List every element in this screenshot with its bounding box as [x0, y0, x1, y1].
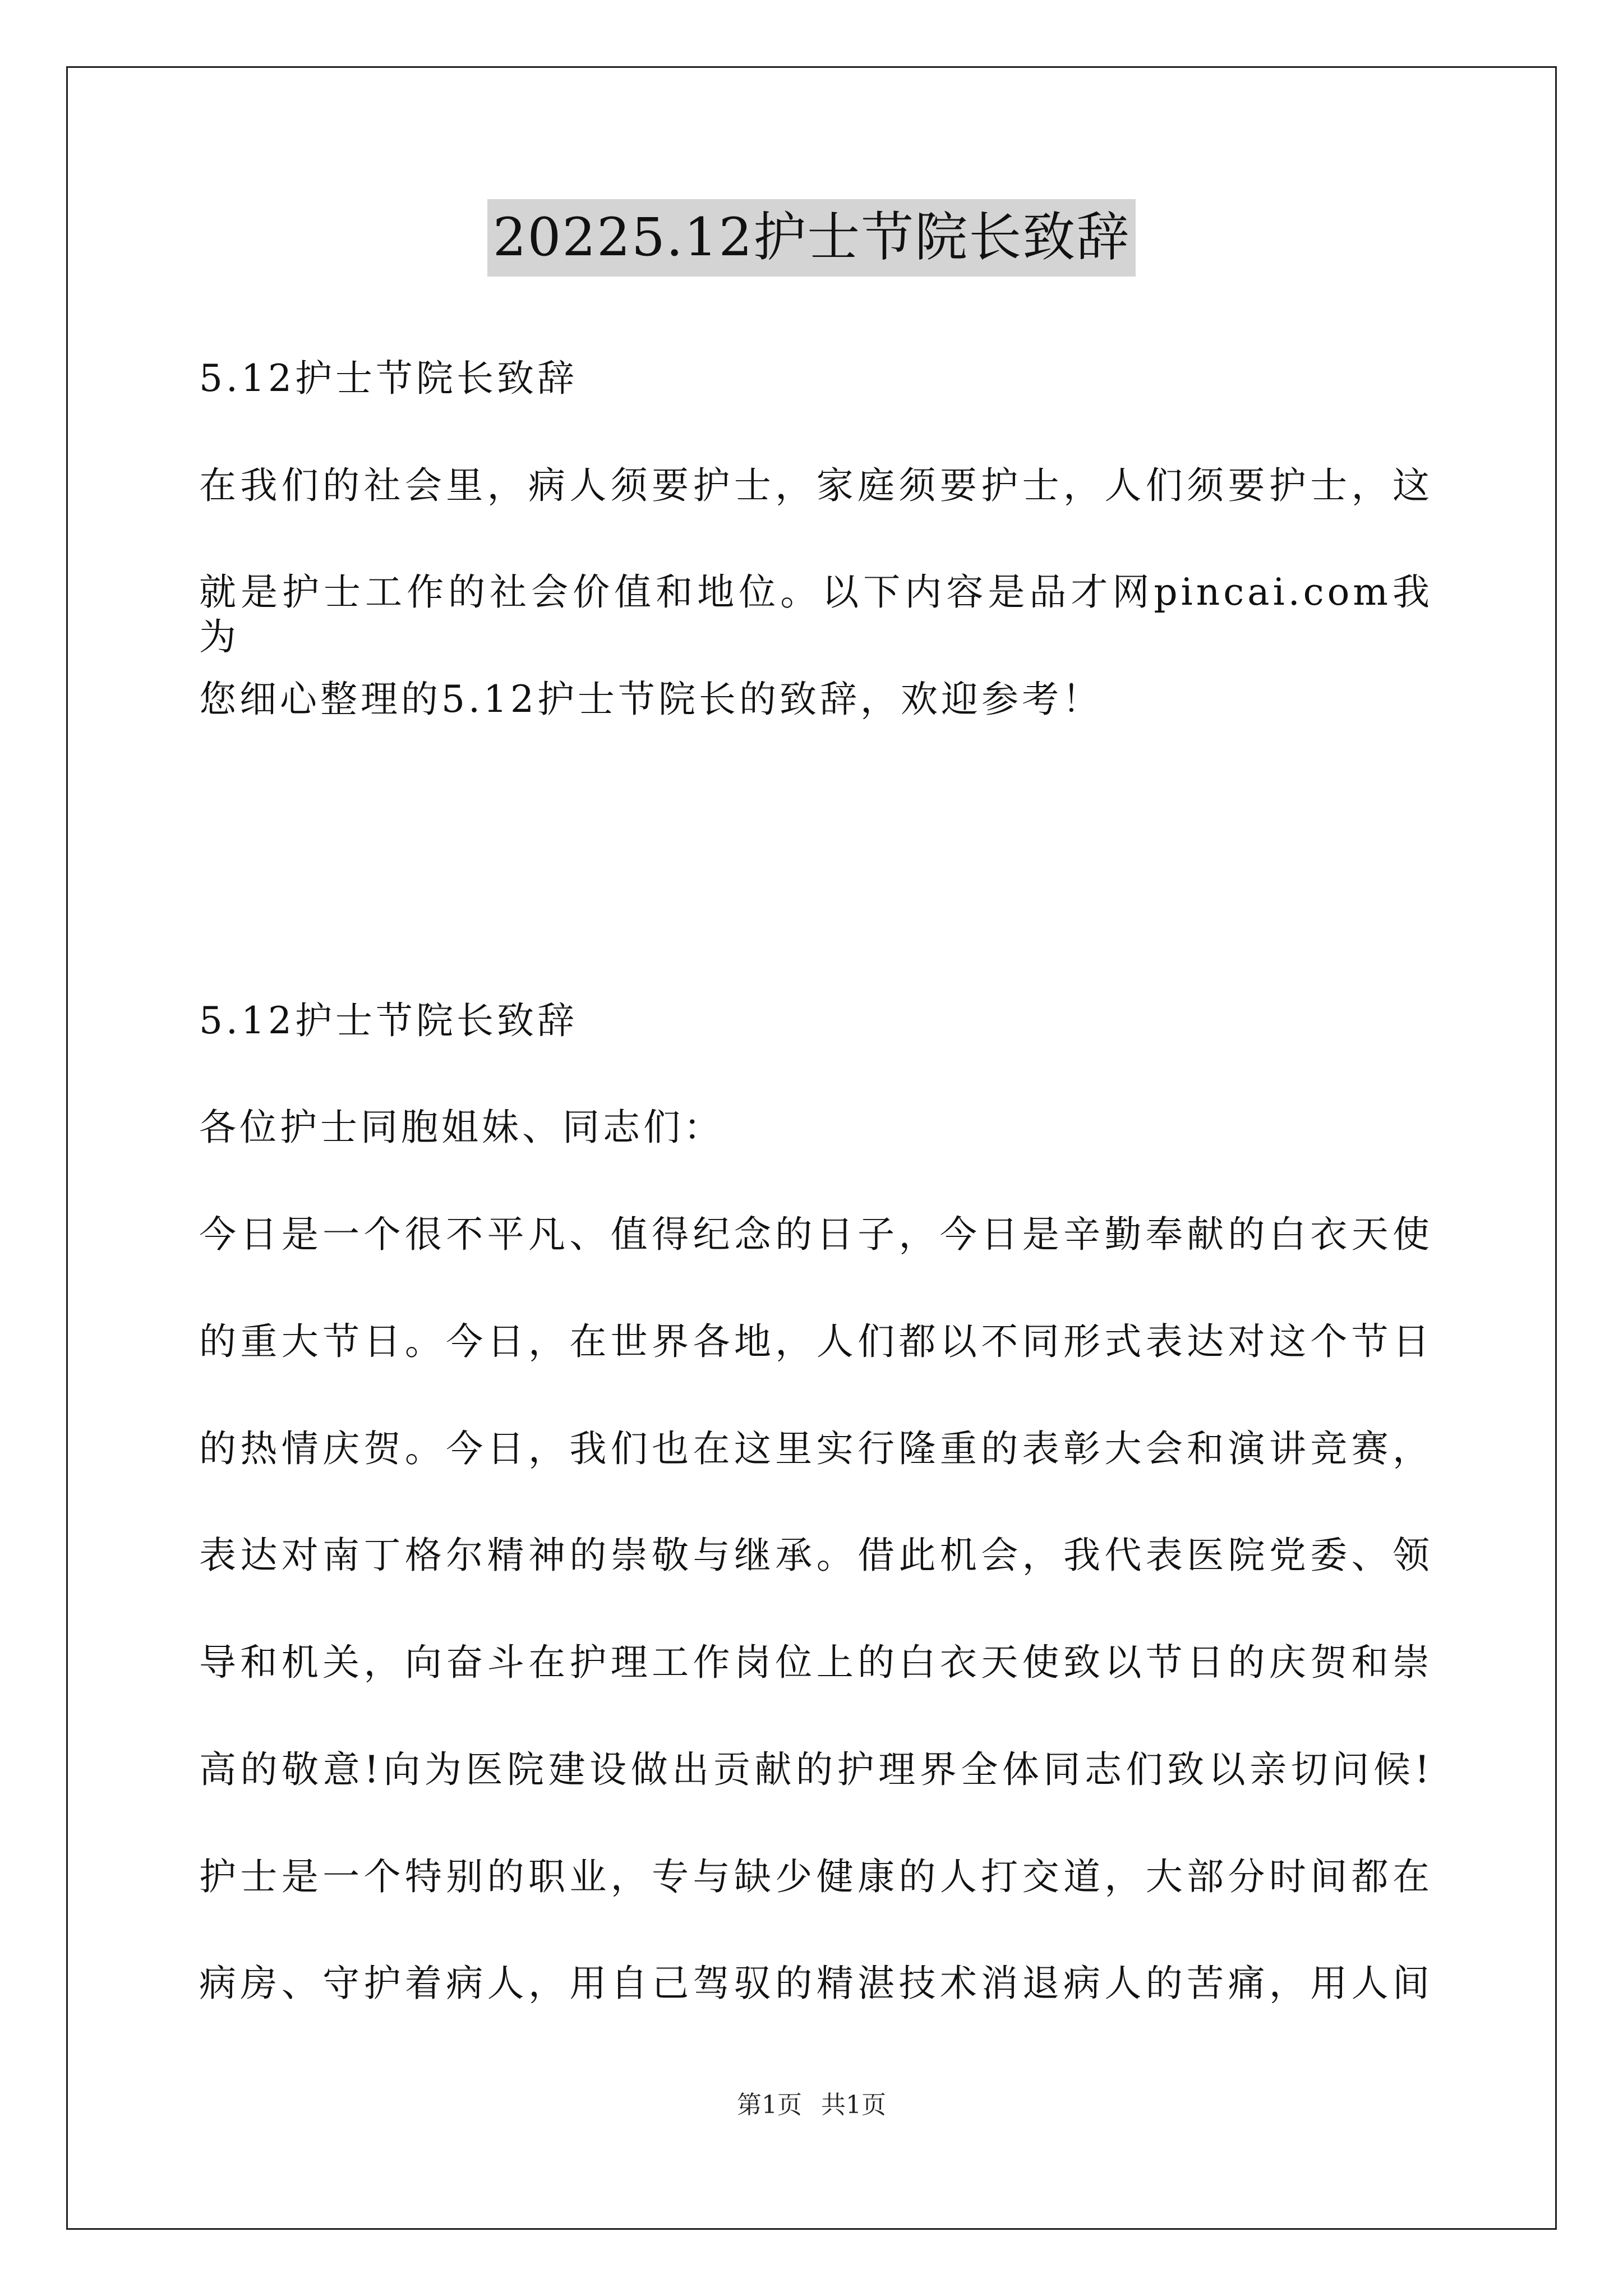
body-line: 在我们的社会里，病人须要护士，家庭须要护士，人们须要护士，这 [199, 464, 1433, 507]
body-line: 的重大节日。今日，在世界各地，人们都以不同形式表达对这个节日 [199, 1320, 1433, 1363]
body-line: 护士是一个特别的职业，专与缺少健康的人打交道，大部分时间都在 [199, 1855, 1433, 1898]
document-title: 20225.12护士节院长致辞 [487, 199, 1136, 277]
body-line: 的热情庆贺。今日，我们也在这里实行隆重的表彰大会和演讲竞赛， [199, 1427, 1433, 1470]
body-line: 您细心整理的5.12护士节院长的致辞，欢迎参考！ [199, 678, 1103, 721]
body-line: 表达对南丁格尔精神的崇敬与继承。借此机会，我代表医院党委、领 [199, 1534, 1433, 1577]
body-line: 病房、守护着病人，用自己驾驭的精湛技术消退病人的苦痛，用人间 [199, 1962, 1433, 2005]
page-number: 第1页 [737, 2091, 802, 2119]
body-line: 就是护士工作的社会价值和地位。以下内容是品才网pincai.com我为 [199, 570, 1433, 659]
subtitle-line: 5.12护士节院长致辞 [199, 357, 578, 400]
title-container [0, 199, 1623, 277]
page-footer [0, 2090, 1623, 2121]
body-line: 导和机关，向奋斗在护理工作岗位上的白衣天使致以节日的庆贺和崇 [199, 1641, 1433, 1684]
salutation-line: 各位护士同胞姐妹、同志们： [199, 1106, 724, 1149]
section-heading: 5.12护士节院长致辞 [199, 999, 578, 1042]
body-line: 高的敬意!向为医院建设做出贡献的护理界全体同志们致以亲切问候! [199, 1748, 1433, 1791]
body-line: 今日是一个很不平凡、值得纪念的日子，今日是辛勤奉献的白衣天使 [199, 1213, 1433, 1256]
page-total: 共1页 [821, 2091, 886, 2119]
